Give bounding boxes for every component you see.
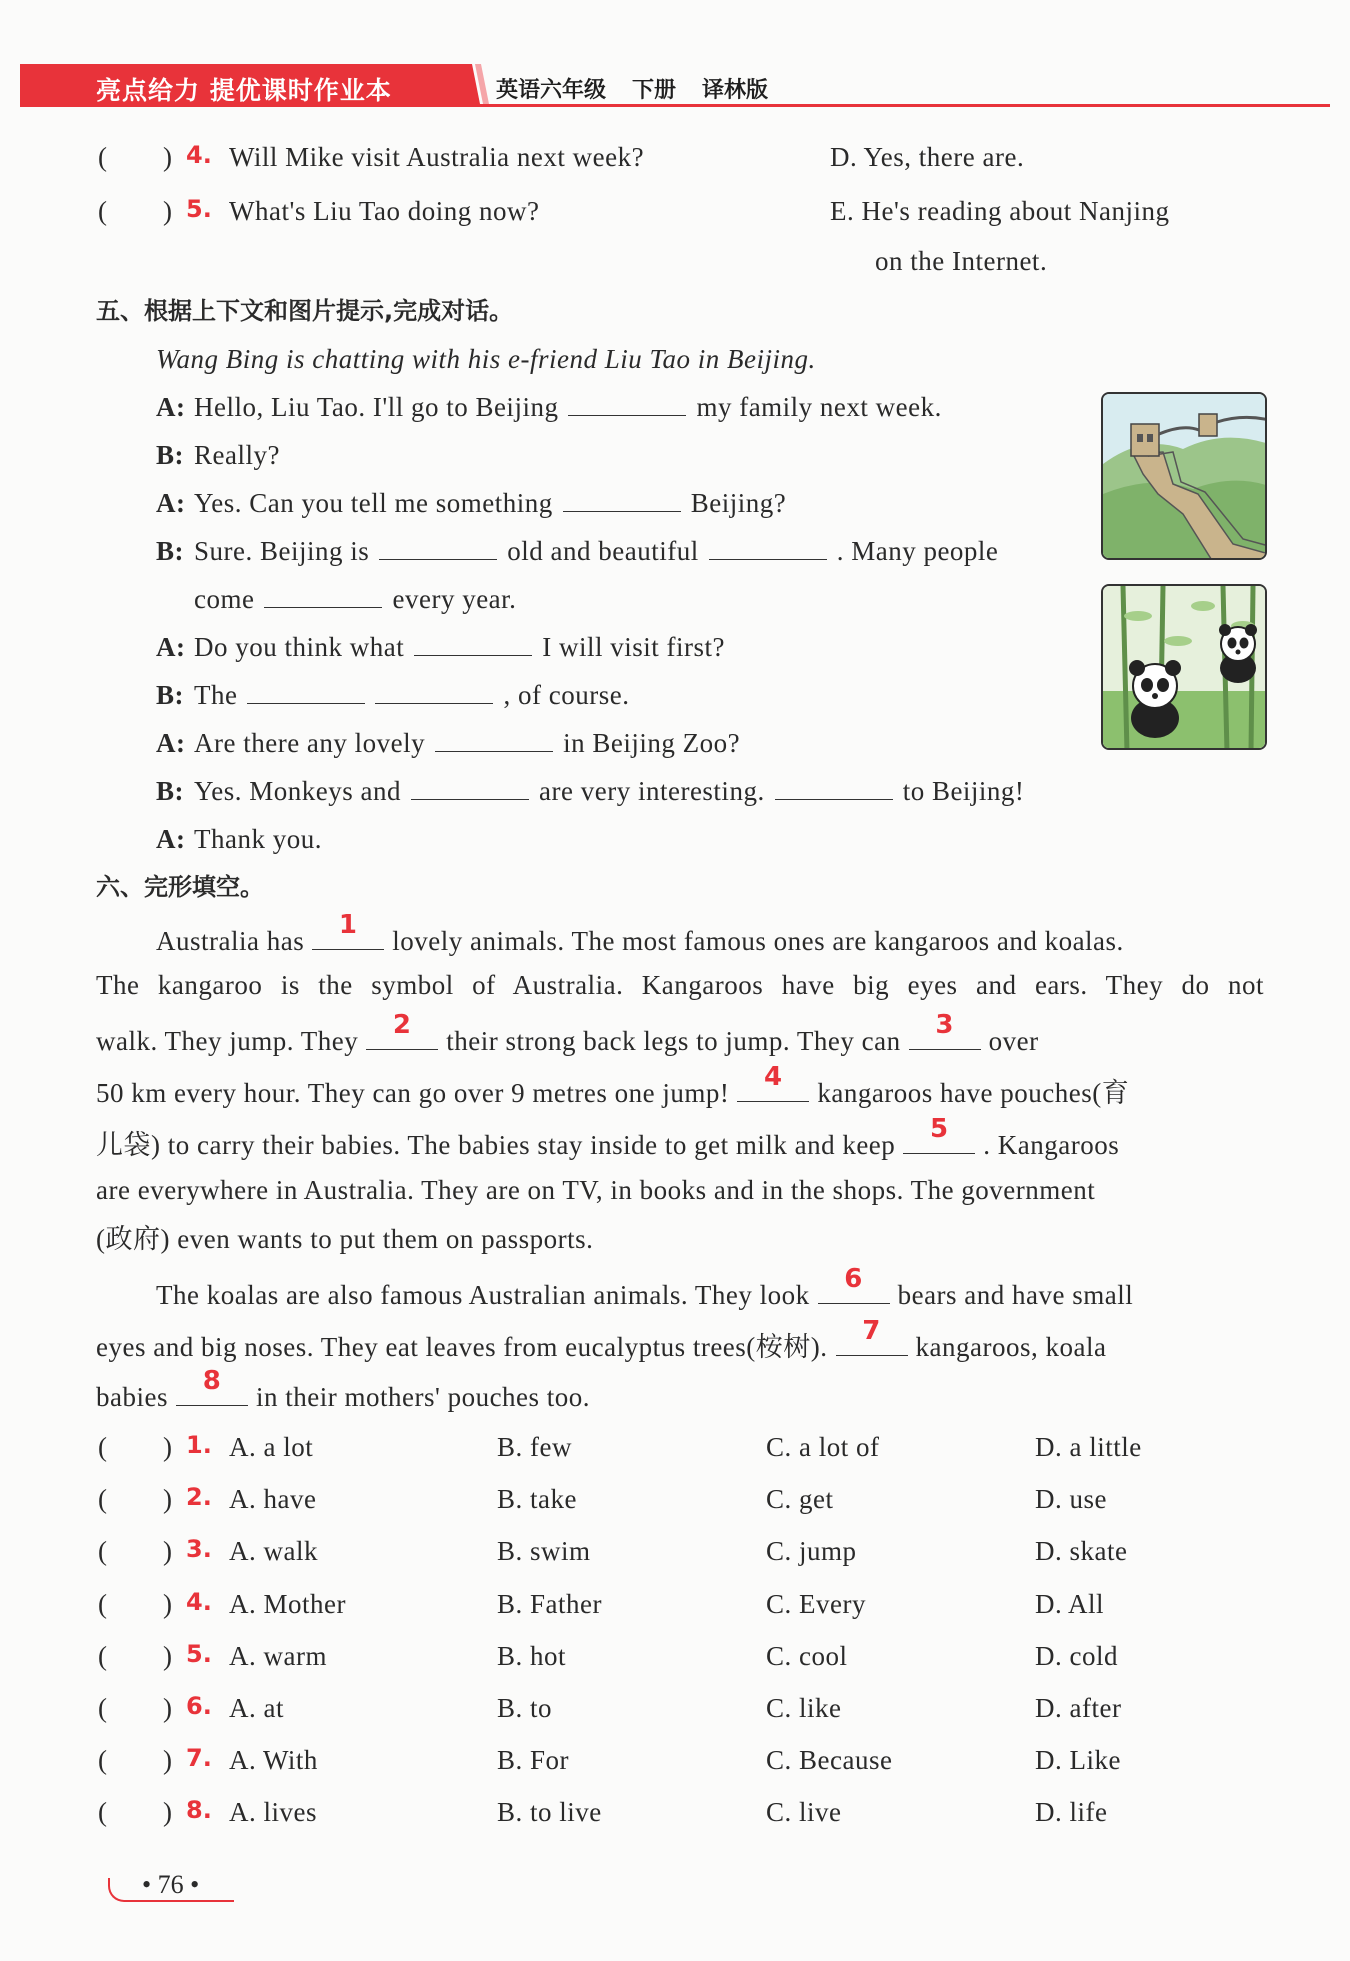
option-d[interactable]: D. cold	[1035, 1641, 1118, 1671]
option-number: 7.	[186, 1744, 212, 1772]
passage-line: The kangaroo is the symbol of Australia. Kangaroos have big eyes and ears. They do not	[96, 970, 1264, 1000]
answer-blank[interactable]	[264, 588, 382, 608]
answer-blank[interactable]	[379, 540, 497, 560]
dialogue-line: A: Thank you.	[156, 824, 322, 854]
option-number: 4.	[186, 1588, 212, 1616]
answer-option: E. He's reading about Nanjing	[830, 196, 1170, 226]
option-number: 5.	[186, 1640, 212, 1668]
answer-paren[interactable]: ( )	[98, 1797, 172, 1827]
page-number: • 76 •	[108, 1864, 236, 1904]
option-a[interactable]: A. lives	[229, 1797, 317, 1827]
dialogue-line: B: Sure. Beijing is old and beautiful . Many people	[156, 536, 999, 566]
question-number: 4.	[186, 141, 212, 169]
option-c[interactable]: C. Every	[766, 1589, 866, 1619]
dialogue-line: A: Yes. Can you tell me something Beijing?	[156, 488, 787, 518]
option-c[interactable]: C. get	[766, 1484, 834, 1514]
answer-blank[interactable]	[709, 540, 827, 560]
passage-line: eyes and big noses. They eat leaves from eucalyptus trees(桉树). 7 kangaroos, koala	[96, 1316, 1107, 1362]
passage-line: (政府) even wants to put them on passports.	[96, 1224, 594, 1254]
option-d[interactable]: D. use	[1035, 1484, 1107, 1514]
subject-label: 英语六年级	[496, 78, 607, 103]
option-c[interactable]: C. Because	[766, 1745, 893, 1775]
answer-blank[interactable]	[435, 732, 553, 752]
option-a[interactable]: A. a lot	[229, 1432, 314, 1462]
dialogue-intro: Wang Bing is chatting with his e-friend Liu Tao in Beijing.	[156, 344, 816, 374]
option-a[interactable]: A. warm	[229, 1641, 327, 1671]
passage-line: babies 8 in their mothers' pouches too.	[96, 1366, 591, 1412]
option-d[interactable]: D. skate	[1035, 1536, 1128, 1566]
dialogue-line: A: Are there any lovely in Beijing Zoo?	[156, 728, 741, 758]
cloze-blank[interactable]: 8	[176, 1380, 248, 1406]
answer-paren[interactable]: ( )	[98, 1432, 172, 1462]
option-b[interactable]: B. Father	[497, 1589, 602, 1619]
option-number: 6.	[186, 1692, 212, 1720]
answer-option-continued: on the Internet.	[875, 246, 1048, 276]
answer-paren[interactable]: ( )	[98, 142, 172, 172]
answer-paren[interactable]: ( )	[98, 196, 172, 226]
cloze-blank[interactable]: 4	[737, 1076, 809, 1102]
answer-blank[interactable]	[563, 492, 681, 512]
answer-paren[interactable]: ( )	[98, 1589, 172, 1619]
answer-blank[interactable]	[568, 396, 686, 416]
option-a[interactable]: A. at	[229, 1693, 284, 1723]
dialogue-line: B: Really?	[156, 440, 280, 470]
question-text: Will Mike visit Australia next week?	[229, 142, 645, 172]
answer-blank[interactable]	[247, 684, 365, 704]
edition-label: 译林版	[702, 78, 769, 103]
series-title: 亮点给力 提优课时作业本	[96, 76, 392, 105]
option-b[interactable]: B. few	[497, 1432, 572, 1462]
option-b[interactable]: B. For	[497, 1745, 570, 1775]
answer-paren[interactable]: ( )	[98, 1536, 172, 1566]
option-d[interactable]: D. life	[1035, 1797, 1108, 1827]
cloze-blank[interactable]: 2	[366, 1024, 438, 1050]
option-a[interactable]: A. Mother	[229, 1589, 346, 1619]
dialogue-line: B: The , of course.	[156, 680, 630, 710]
passage-line: The koalas are also famous Australian animals. They look 6 bears and have small	[156, 1264, 1134, 1310]
answer-paren[interactable]: ( )	[98, 1484, 172, 1514]
option-c[interactable]: C. cool	[766, 1641, 848, 1671]
option-b[interactable]: B. swim	[497, 1536, 591, 1566]
option-c[interactable]: C. jump	[766, 1536, 857, 1566]
option-b[interactable]: B. take	[497, 1484, 577, 1514]
passage-line: Australia has 1 lovely animals. The most famous ones are kangaroos and koalas.	[156, 910, 1124, 956]
option-number: 1.	[186, 1431, 212, 1459]
option-b[interactable]: B. hot	[497, 1641, 567, 1671]
section-heading-6: 六、完形填空。	[96, 873, 264, 901]
option-d[interactable]: D. All	[1035, 1589, 1105, 1619]
dialogue-line: A: Do you think what I will visit first?	[156, 632, 725, 662]
question-number: 5.	[186, 195, 212, 223]
answer-blank[interactable]	[411, 780, 529, 800]
cloze-blank[interactable]: 7	[836, 1330, 908, 1356]
passage-line: walk. They jump. They 2 their strong back legs to jump. They can 3 over	[96, 1010, 1039, 1056]
answer-paren[interactable]: ( )	[98, 1745, 172, 1775]
option-d[interactable]: D. a little	[1035, 1432, 1142, 1462]
footer-rule	[138, 1900, 234, 1902]
answer-paren[interactable]: ( )	[98, 1693, 172, 1723]
pandas-bamboo-illustration	[1101, 584, 1267, 750]
cloze-blank[interactable]: 5	[903, 1128, 975, 1154]
answer-blank[interactable]	[414, 636, 532, 656]
option-c[interactable]: C. live	[766, 1797, 842, 1827]
page-header	[20, 64, 1330, 108]
section-heading-5: 五、根据上下文和图片提示,完成对话。	[96, 297, 514, 325]
option-d[interactable]: D. Like	[1035, 1745, 1121, 1775]
volume-label: 下册	[632, 78, 677, 103]
cloze-blank[interactable]: 6	[818, 1278, 890, 1304]
option-a[interactable]: A. walk	[229, 1536, 318, 1566]
option-c[interactable]: C. a lot of	[766, 1432, 880, 1462]
answer-blank[interactable]	[375, 684, 493, 704]
option-b[interactable]: B. to	[497, 1693, 553, 1723]
great-wall-illustration	[1101, 392, 1267, 560]
answer-blank[interactable]	[775, 780, 893, 800]
dialogue-line: come every year.	[194, 584, 517, 614]
book-info	[496, 73, 794, 104]
dialogue-line: B: Yes. Monkeys and are very interesting. to Beijing!	[156, 776, 1025, 806]
passage-line: 50 km every hour. They can go over 9 metres one jump! 4 kangaroos have pouches(育	[96, 1062, 1130, 1108]
answer-paren[interactable]: ( )	[98, 1641, 172, 1671]
option-number: 3.	[186, 1535, 212, 1563]
passage-line: are everywhere in Australia. They are on TV, in books and in the shops. The government	[96, 1175, 1096, 1205]
option-c[interactable]: C. like	[766, 1693, 842, 1723]
option-number: 2.	[186, 1483, 212, 1511]
cloze-blank[interactable]: 1	[312, 924, 384, 950]
option-a[interactable]: A. With	[229, 1745, 318, 1775]
option-d[interactable]: D. after	[1035, 1693, 1122, 1723]
option-b[interactable]: B. to live	[497, 1797, 602, 1827]
cloze-blank[interactable]: 3	[909, 1024, 981, 1050]
option-number: 8.	[186, 1796, 212, 1824]
answer-option: D. Yes, there are.	[830, 142, 1025, 172]
dialogue-line: A: Hello, Liu Tao. I'll go to Beijing my family next week.	[156, 392, 942, 422]
passage-line: 儿袋) to carry their babies. The babies stay inside to get milk and keep 5 . Kangaroos	[96, 1114, 1120, 1160]
option-a[interactable]: A. have	[229, 1484, 317, 1514]
question-text: What's Liu Tao doing now?	[229, 196, 540, 226]
